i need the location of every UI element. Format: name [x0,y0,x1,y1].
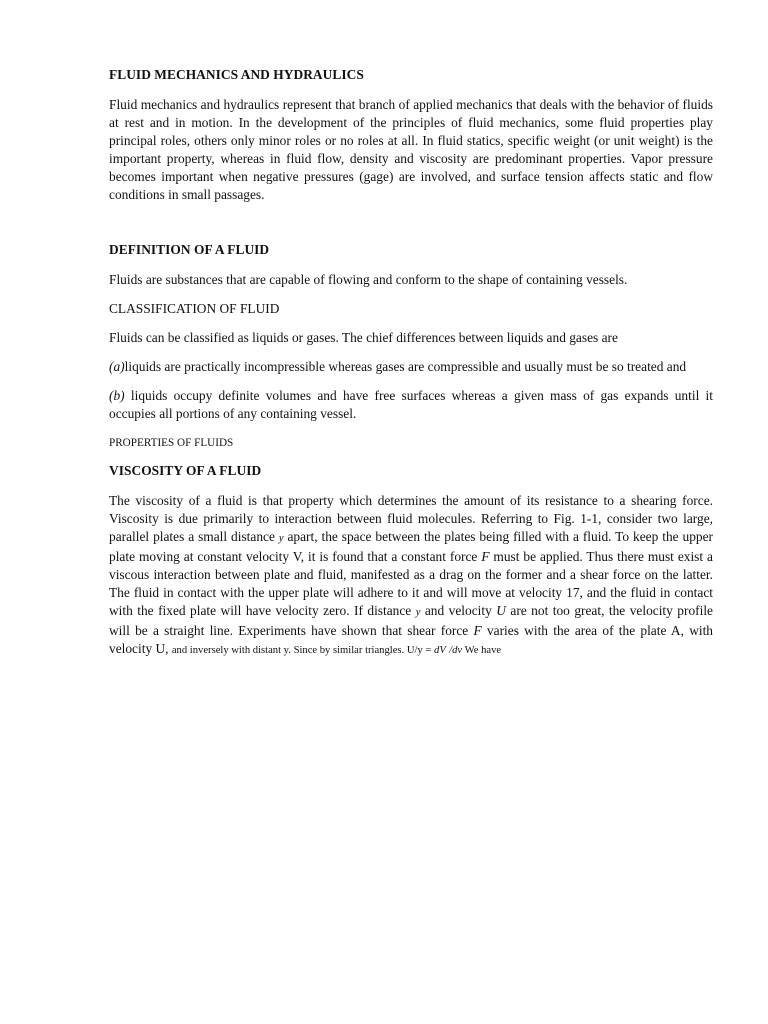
heading-fluid-mechanics: FLUID MECHANICS AND HYDRAULICS [109,67,364,82]
paragraph-viscosity [109,492,713,660]
paragraph-fluid-mechanics: Fluid mechanics and hydraulics represent that branch of applied mechanics that deals with the behavior of fluids at rest and in motion. In the development of the principles of fluid mechanics, some fluid properties play principal roles, others only minor roles or no roles at all. In fluid statics, specific weight (or unit weight) is the important property, whereas in fluid flow, density and viscosity are predominant properties. Vapor pressure becomes important when negative pressures (gage) are involved, and surface tension affects static and flow conditions in small passages. [109,97,713,202]
heading-definition: DEFINITION OF A FLUID [109,242,270,257]
document-page [109,66,713,660]
var-F-2: F [473,623,482,638]
var-U: U [496,603,506,618]
viscosity-text-1: The viscosity of a fluid is that property which determines the amount of its resistance to a shearing force. Viscosity is due primarily to interaction between fluid molecules. Referring to Fig. 1-1, consider two large, parallel plates a small distance [109,493,713,544]
var-y-2: y [415,607,421,618]
viscosity-text-3: must be applied. Thus there must exist a viscous interaction between plate and fluid, manifested as a drag on the former and a shear force on the latter. The fluid in contact with the upper plate will adhere to it and will move at velocity 17, and the fluid in contact with the fixed plate will have velocity zero. If distance [109,549,713,618]
var-dV: dV [434,645,446,656]
item-a-text: liquids are practically incompressible whereas gases are compressible and usually must be so treated and [124,359,687,374]
heading-viscosity: VISCOSITY OF A FLUID [109,463,262,478]
var-F-1: F [481,549,490,564]
var-y-1: y [278,533,284,544]
var-dv: /dv [449,645,463,656]
item-b-label: (b) [109,388,125,403]
item-a-label: (a) [109,359,125,374]
viscosity-small-text-1: and inversely with distant y. Since by similar triangles. U/y = [171,645,435,656]
heading-properties: PROPERTIES OF FLUIDS [109,437,234,449]
viscosity-text-6: varies with the area of the plate A, with velocity U, [109,623,713,656]
item-b-text: liquids occupy definite volumes and have free surfaces whereas a given mass of gas expands until it occupies all portions of any containing vessel. [109,388,713,421]
viscosity-small-text-2: We have [462,645,502,656]
list-item-b [109,387,713,423]
viscosity-text-5: are not too great, the velocity profile will be a straight line. Experiments have shown that shear force [109,603,713,638]
paragraph-definition: Fluids are substances that are capable of flowing and conform to the shape of containing vessels. [109,272,628,287]
heading-classification: CLASSIFICATION OF FLUID [109,301,280,316]
list-item-a [109,358,713,376]
viscosity-text-2: apart, the space between the plates being filled with a fluid. To keep the upper plate moving at constant velocity V, it is found that a constant force [109,529,713,564]
paragraph-classification: Fluids can be classified as liquids or gases. The chief differences between liquids and gases are [109,330,618,345]
viscosity-text-4: and velocity [420,603,497,618]
